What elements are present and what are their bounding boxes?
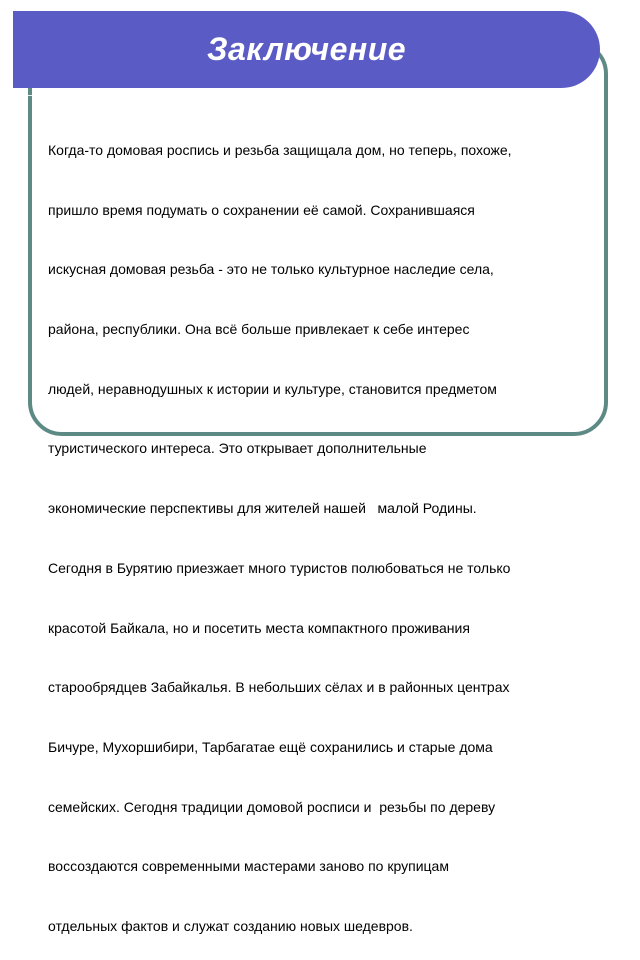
body-line: пришло время подумать о сохранении её самой. Сохранившаяся <box>48 201 475 218</box>
body-line: Когда-то домовая роспись и резьба защищала дом, но теперь, похоже, <box>48 141 512 158</box>
slide-title: Заключение <box>206 31 407 67</box>
body-line: старообрядцев Забайкалья. В небольших сёлах и в районных центрах <box>48 679 510 696</box>
body-line: Бичуре, Мухоршибири, Тарбагатае ещё сохранились и старые дома <box>48 739 493 755</box>
body-line: семейских. Сегодня традиции домовой росписи и резьбы по дереву <box>48 798 496 815</box>
body-line: людей, неравнодушных к истории и культуре, становится предметом <box>48 380 497 397</box>
body-line: воссоздаются современными мастерами заново по крупицам <box>48 858 449 875</box>
title-banner <box>13 11 600 88</box>
body-line: искусная домовая резьба - это не только культурное наследие села, <box>48 261 494 278</box>
body-line: экономические перспективы для жителей нашей малой Родины. <box>48 500 477 517</box>
body-line: отдельных фактов и служат созданию новых шедевров. <box>48 918 413 935</box>
body-text <box>48 101 598 960</box>
body-line: района, республики. Она всё больше привлекает к себе интерес <box>48 320 470 337</box>
body-line: туристического интереса. Это открывает дополнительные <box>48 440 427 457</box>
title-underline <box>26 95 594 96</box>
body-line: Сегодня в Бурятию приезжает много туристов полюбоваться не только <box>48 559 511 576</box>
body-line: красотой Байкала, но и посетить места компактного проживания <box>48 619 470 636</box>
